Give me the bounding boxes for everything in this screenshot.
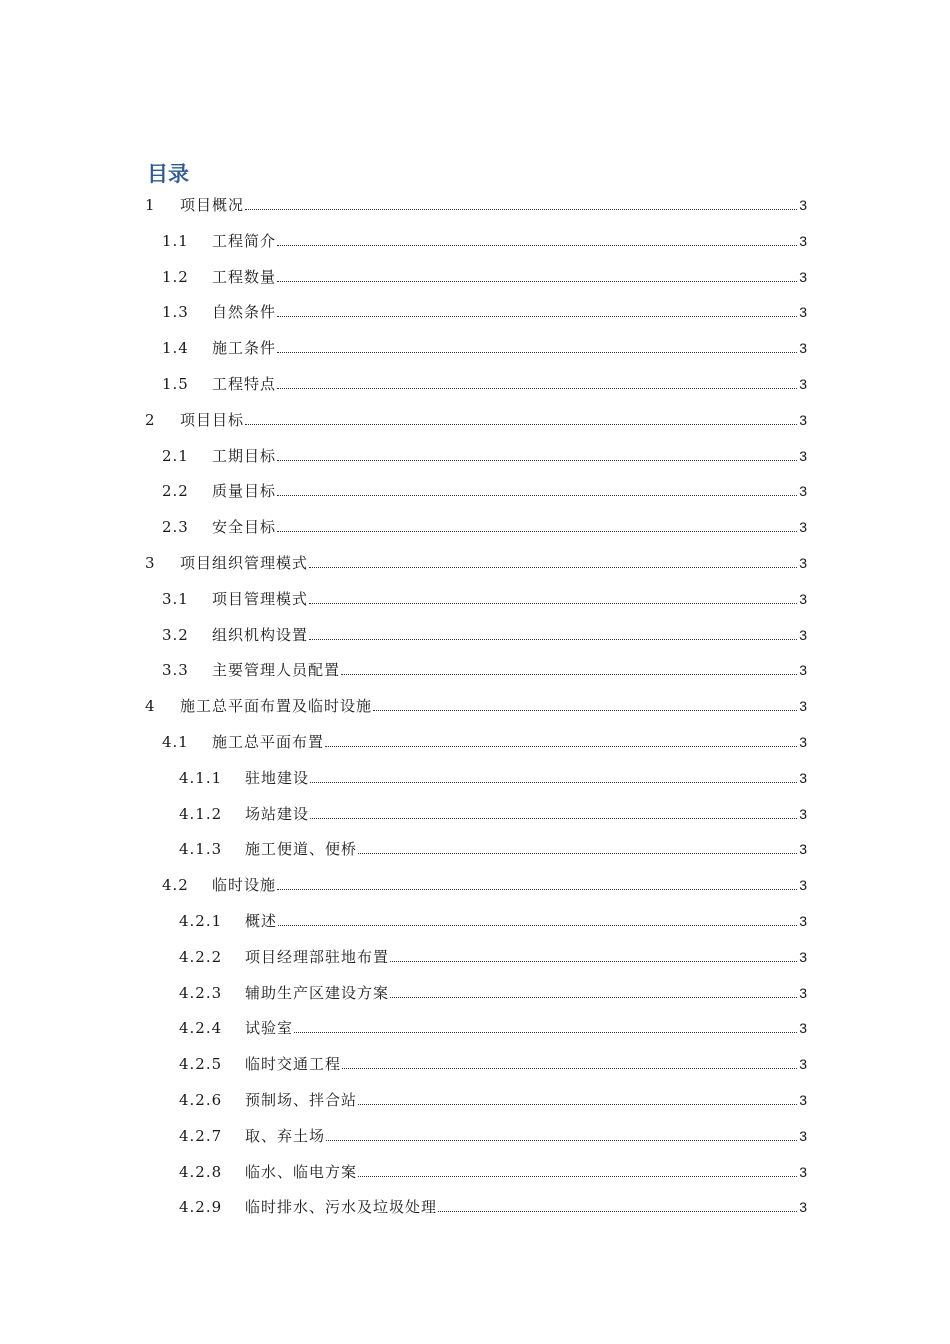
toc-entry[interactable] — [179, 1086, 807, 1110]
toc-entry-page-number: 3 — [799, 268, 807, 285]
toc-dot-leader — [277, 494, 797, 496]
toc-entry[interactable] — [179, 979, 807, 1003]
toc-entry-title: 安全目标 — [212, 518, 277, 537]
toc-entry-number: 4.1.2 — [179, 804, 223, 823]
toc-entry-page-number: 3 — [799, 1020, 807, 1037]
toc-dot-leader — [277, 351, 797, 353]
toc-dot-leader — [277, 459, 797, 461]
toc-entry-page-number: 3 — [799, 590, 807, 607]
toc-entry-title: 临时设施 — [212, 876, 277, 895]
toc-entry-page-number: 3 — [799, 447, 807, 464]
toc-entry[interactable] — [145, 549, 807, 573]
toc-dot-leader — [277, 530, 797, 532]
toc-entry[interactable] — [145, 692, 807, 716]
toc-entry-page-number: 3 — [799, 913, 807, 929]
toc-entry[interactable] — [162, 656, 807, 680]
toc-entry-number: 2 — [145, 410, 156, 429]
toc-dot-leader — [277, 387, 797, 389]
toc-entry-title: 施工条件 — [212, 339, 277, 358]
toc-entry-title: 临水、临电方案 — [245, 1162, 358, 1181]
toc-dot-leader — [278, 924, 797, 926]
toc-entry-page-number: 3 — [799, 232, 807, 249]
toc-entry-number: 4.2.9 — [179, 1198, 223, 1217]
toc-entry-number: 4.1.3 — [179, 840, 223, 859]
toc-entry-title: 项目管理模式 — [212, 589, 309, 608]
toc-entry[interactable] — [179, 1014, 807, 1038]
toc-entry-title: 自然条件 — [212, 303, 277, 322]
toc-dot-leader — [390, 960, 797, 962]
toc-dot-leader — [245, 208, 797, 210]
toc-entry-number: 2.3 — [162, 518, 189, 537]
toc-entry-page-number: 3 — [799, 376, 807, 392]
toc-entry[interactable] — [179, 1050, 807, 1074]
toc-entry-title: 工程简介 — [212, 231, 277, 250]
toc-entry[interactable] — [145, 406, 807, 430]
toc-entry-title: 试验室 — [245, 1019, 294, 1038]
toc-entry-number: 4.2.6 — [179, 1091, 223, 1109]
toc-dot-leader — [277, 315, 797, 317]
toc-entry-number: 4.2 — [162, 876, 189, 895]
toc-entry-number: 1.1 — [162, 231, 189, 250]
toc-entry-number: 4 — [145, 697, 156, 716]
toc-entry[interactable] — [179, 907, 807, 931]
toc-entry-number: 1.4 — [162, 339, 189, 358]
toc-entry[interactable] — [162, 370, 807, 394]
toc-entry-title: 驻地建设 — [245, 768, 310, 787]
toc-dot-leader — [309, 566, 797, 568]
toc-entry-number: 4.2.8 — [179, 1162, 223, 1181]
toc-entry-page-number: 3 — [799, 519, 807, 536]
toc-entry-number: 1.5 — [162, 375, 189, 393]
toc-entry-title: 施工总平面布置及临时设施 — [180, 697, 373, 716]
toc-entry-page-number: 3 — [799, 1163, 807, 1180]
toc-entry[interactable] — [162, 871, 807, 895]
toc-entry-number: 1.2 — [162, 267, 189, 286]
toc-entry[interactable] — [162, 263, 807, 287]
toc-entry-title: 质量目标 — [212, 482, 277, 501]
toc-entry-title: 施工便道、便桥 — [245, 840, 358, 859]
toc-entry-number: 2.2 — [162, 482, 189, 501]
toc-dot-leader — [310, 781, 797, 783]
toc-entry-number: 3.1 — [162, 589, 189, 608]
toc-entry-number: 4.2.1 — [179, 912, 223, 930]
toc-entry[interactable] — [162, 477, 807, 501]
toc-entry-page-number: 3 — [799, 483, 807, 500]
toc-entry-page-number: 3 — [799, 555, 807, 571]
toc-dot-leader — [358, 1175, 797, 1177]
toc-entry-title: 场站建设 — [245, 804, 310, 823]
toc-entry-number: 2.1 — [162, 446, 189, 465]
toc-entry[interactable] — [162, 621, 807, 645]
toc-entry-number: 1 — [145, 196, 156, 214]
toc-entry-page-number: 3 — [799, 1199, 807, 1216]
toc-dot-leader — [390, 996, 797, 998]
toc-entry-number: 4.2.4 — [179, 1019, 223, 1038]
toc-entry[interactable] — [179, 1193, 807, 1217]
toc-dot-leader — [358, 1103, 797, 1105]
toc-entry[interactable] — [179, 764, 807, 788]
toc-entry-number: 4.2.7 — [179, 1126, 223, 1145]
toc-entry-title: 临时排水、污水及垃圾处理 — [245, 1198, 438, 1217]
toc-dot-leader — [310, 817, 797, 819]
toc-entry-number: 4.2.2 — [179, 947, 223, 966]
toc-entry-number: 4.1.1 — [179, 768, 223, 787]
toc-entry[interactable] — [179, 943, 807, 967]
toc-entry[interactable] — [145, 191, 807, 215]
toc-entry-title: 施工总平面布置 — [212, 733, 325, 751]
toc-entry-number: 3 — [145, 554, 156, 572]
toc-entry-title: 预制场、拌合站 — [245, 1091, 358, 1109]
toc-entry[interactable] — [162, 585, 807, 609]
toc-entry-title: 工程数量 — [212, 267, 277, 286]
toc-entry-page-number: 3 — [799, 1092, 807, 1108]
toc-entry-title: 临时交通工程 — [245, 1055, 342, 1074]
toc-entry-title: 工期目标 — [212, 446, 277, 465]
toc-entry-title: 辅助生产区建设方案 — [245, 983, 390, 1002]
toc-entry[interactable] — [179, 1158, 807, 1182]
toc-entry-number: 3.2 — [162, 625, 189, 644]
toc-entry-page-number: 3 — [799, 1056, 807, 1073]
toc-dot-leader — [309, 638, 797, 640]
toc-entry[interactable] — [179, 1122, 807, 1146]
toc-entry[interactable] — [162, 442, 807, 466]
toc-entry[interactable] — [179, 835, 807, 859]
toc-entry-page-number: 3 — [799, 698, 807, 715]
toc-entry-page-number: 3 — [799, 877, 807, 894]
toc-entry-number: 1.3 — [162, 303, 189, 322]
toc-dot-leader — [325, 745, 797, 747]
toc-entry-page-number: 3 — [799, 197, 807, 213]
toc-dot-leader — [245, 423, 797, 425]
toc-entry-title: 项目概况 — [180, 196, 245, 214]
toc-entry-title: 项目目标 — [180, 410, 245, 429]
toc-dot-leader — [277, 888, 797, 890]
toc-dot-leader — [294, 1031, 797, 1033]
toc-entry-number: 3.3 — [162, 661, 189, 680]
toc-entry-page-number: 3 — [799, 805, 807, 822]
toc-entry-number: 4.2.3 — [179, 983, 223, 1002]
toc-entry-title: 概述 — [245, 912, 278, 930]
toc-entry-page-number: 3 — [799, 1127, 807, 1144]
toc-dot-leader — [277, 280, 797, 282]
toc-entry-title: 取、弃土场 — [245, 1126, 326, 1145]
toc-dot-leader — [438, 1210, 797, 1212]
toc-entry[interactable] — [162, 298, 807, 322]
toc-entry[interactable] — [162, 334, 807, 358]
toc-entry-title: 主要管理人员配置 — [212, 661, 341, 680]
toc-entry-page-number: 3 — [799, 734, 807, 750]
toc-entry-title: 组织机构设置 — [212, 625, 309, 644]
toc-dot-leader — [309, 602, 797, 604]
toc-entry[interactable] — [162, 513, 807, 537]
toc-entry[interactable] — [162, 227, 807, 251]
toc-entry-number: 4.2.5 — [179, 1055, 223, 1074]
toc-entry-page-number: 3 — [799, 626, 807, 643]
toc-entry-title: 工程特点 — [212, 375, 277, 393]
toc-entry-page-number: 3 — [799, 948, 807, 965]
toc-dot-leader — [326, 1139, 797, 1141]
toc-dot-leader — [277, 244, 797, 246]
toc-dot-leader — [341, 673, 797, 675]
toc-entry-page-number: 3 — [799, 304, 807, 321]
toc-entry-page-number: 3 — [799, 984, 807, 1001]
toc-entry[interactable] — [179, 800, 807, 824]
toc-entry-title: 项目经理部驻地布置 — [245, 947, 390, 966]
toc-dot-leader — [358, 852, 797, 854]
toc-dot-leader — [373, 709, 797, 711]
toc-entry-page-number: 3 — [799, 769, 807, 786]
toc-entry-page-number: 3 — [799, 662, 807, 679]
toc-entry-page-number: 3 — [799, 841, 807, 858]
toc-entry-page-number: 3 — [799, 411, 807, 428]
toc-dot-leader — [342, 1067, 797, 1069]
toc-entry-number: 4.1 — [162, 733, 189, 751]
toc-entry-title: 项目组织管理模式 — [180, 554, 309, 572]
toc-entry[interactable] — [162, 728, 807, 752]
toc-entry-page-number: 3 — [799, 340, 807, 357]
toc-title: 目录 — [147, 162, 189, 186]
